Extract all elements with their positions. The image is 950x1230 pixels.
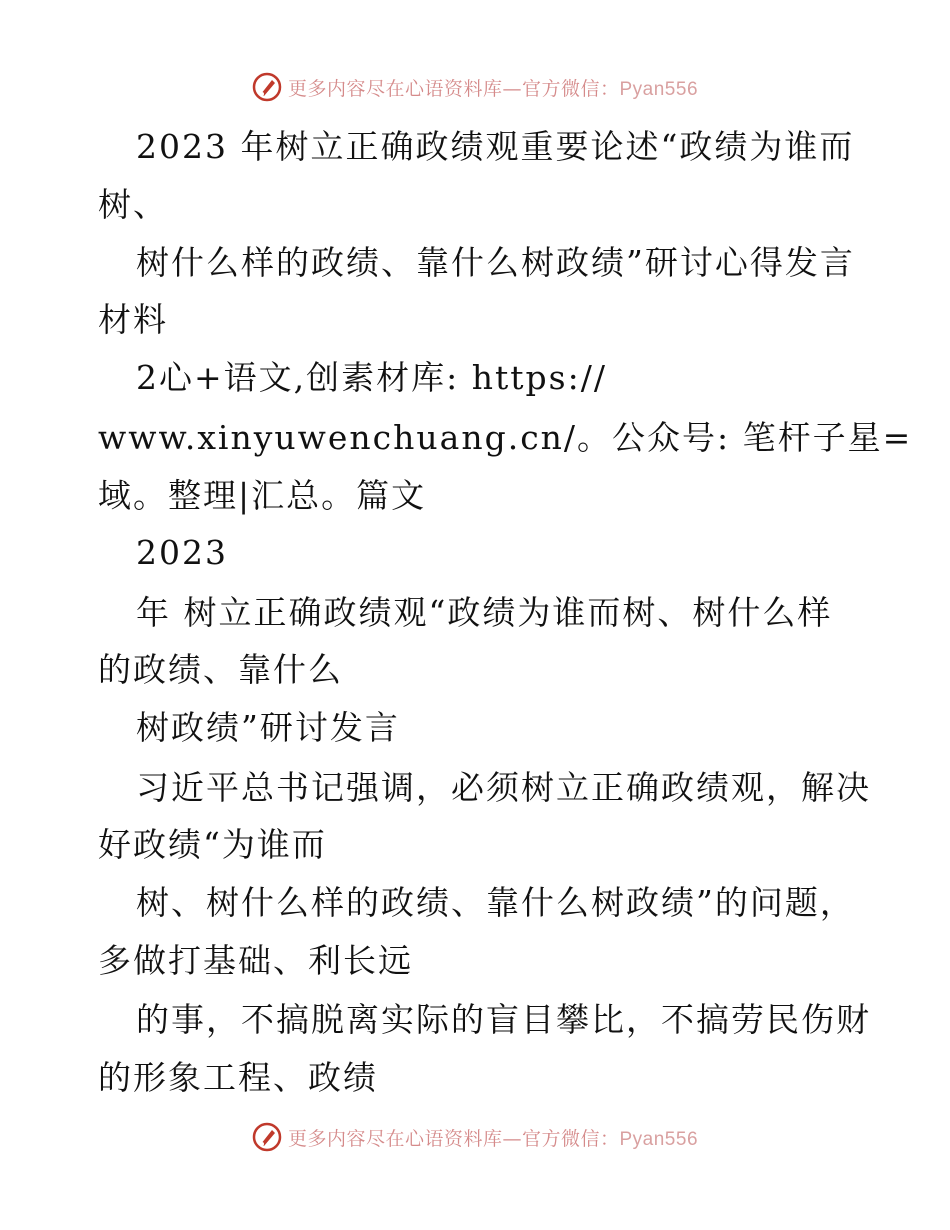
body-line-3: 树、树什么样的政绩、靠什么树政绩”的问题，	[136, 883, 855, 922]
source-line-2: www.xinyuwenchuang.cn/。公众号: 笔杆子星=	[98, 418, 913, 457]
subtitle-line-2: 的政绩、靠什么	[98, 650, 343, 689]
body-line-4: 多做打基础、利长远	[98, 941, 413, 980]
source-line-1: 2心+语文,创素材库: https://	[136, 358, 607, 397]
footer-watermark	[0, 1122, 950, 1152]
title-line-4: 材料	[98, 300, 168, 339]
body-line-6: 的形象工程、政绩	[98, 1058, 378, 1097]
header-watermark	[0, 72, 950, 102]
title-line-2: 树、	[98, 185, 168, 224]
body-line-2: 好政绩“为谁而	[98, 825, 327, 864]
subtitle-year: 2023	[136, 533, 228, 572]
source-line-3: 域。整理|汇总。篇文	[98, 476, 427, 515]
subtitle-line-1: 年 树立正确政绩观“政绩为谁而树、树什么样	[136, 593, 833, 632]
pen-logo-icon	[252, 72, 282, 102]
body-line-1: 习近平总书记强调，必须树立正确政绩观，解决	[136, 768, 871, 807]
watermark-text: 更多内容尽在心语资料库—官方微信：Pyan556	[287, 77, 699, 100]
title-line-3: 树什么样的政绩、靠什么树政绩”研讨心得发言	[136, 243, 855, 282]
pen-logo-icon	[252, 1122, 282, 1152]
subtitle-line-3: 树政绩”研讨发言	[136, 708, 400, 747]
watermark-text: 更多内容尽在心语资料库—官方微信：Pyan556	[287, 1127, 699, 1150]
title-line-1: 2023 年树立正确政绩观重要论述“政绩为谁而	[136, 127, 855, 166]
body-line-5: 的事，不搞脱离实际的盲目攀比，不搞劳民伤财	[136, 1000, 871, 1039]
